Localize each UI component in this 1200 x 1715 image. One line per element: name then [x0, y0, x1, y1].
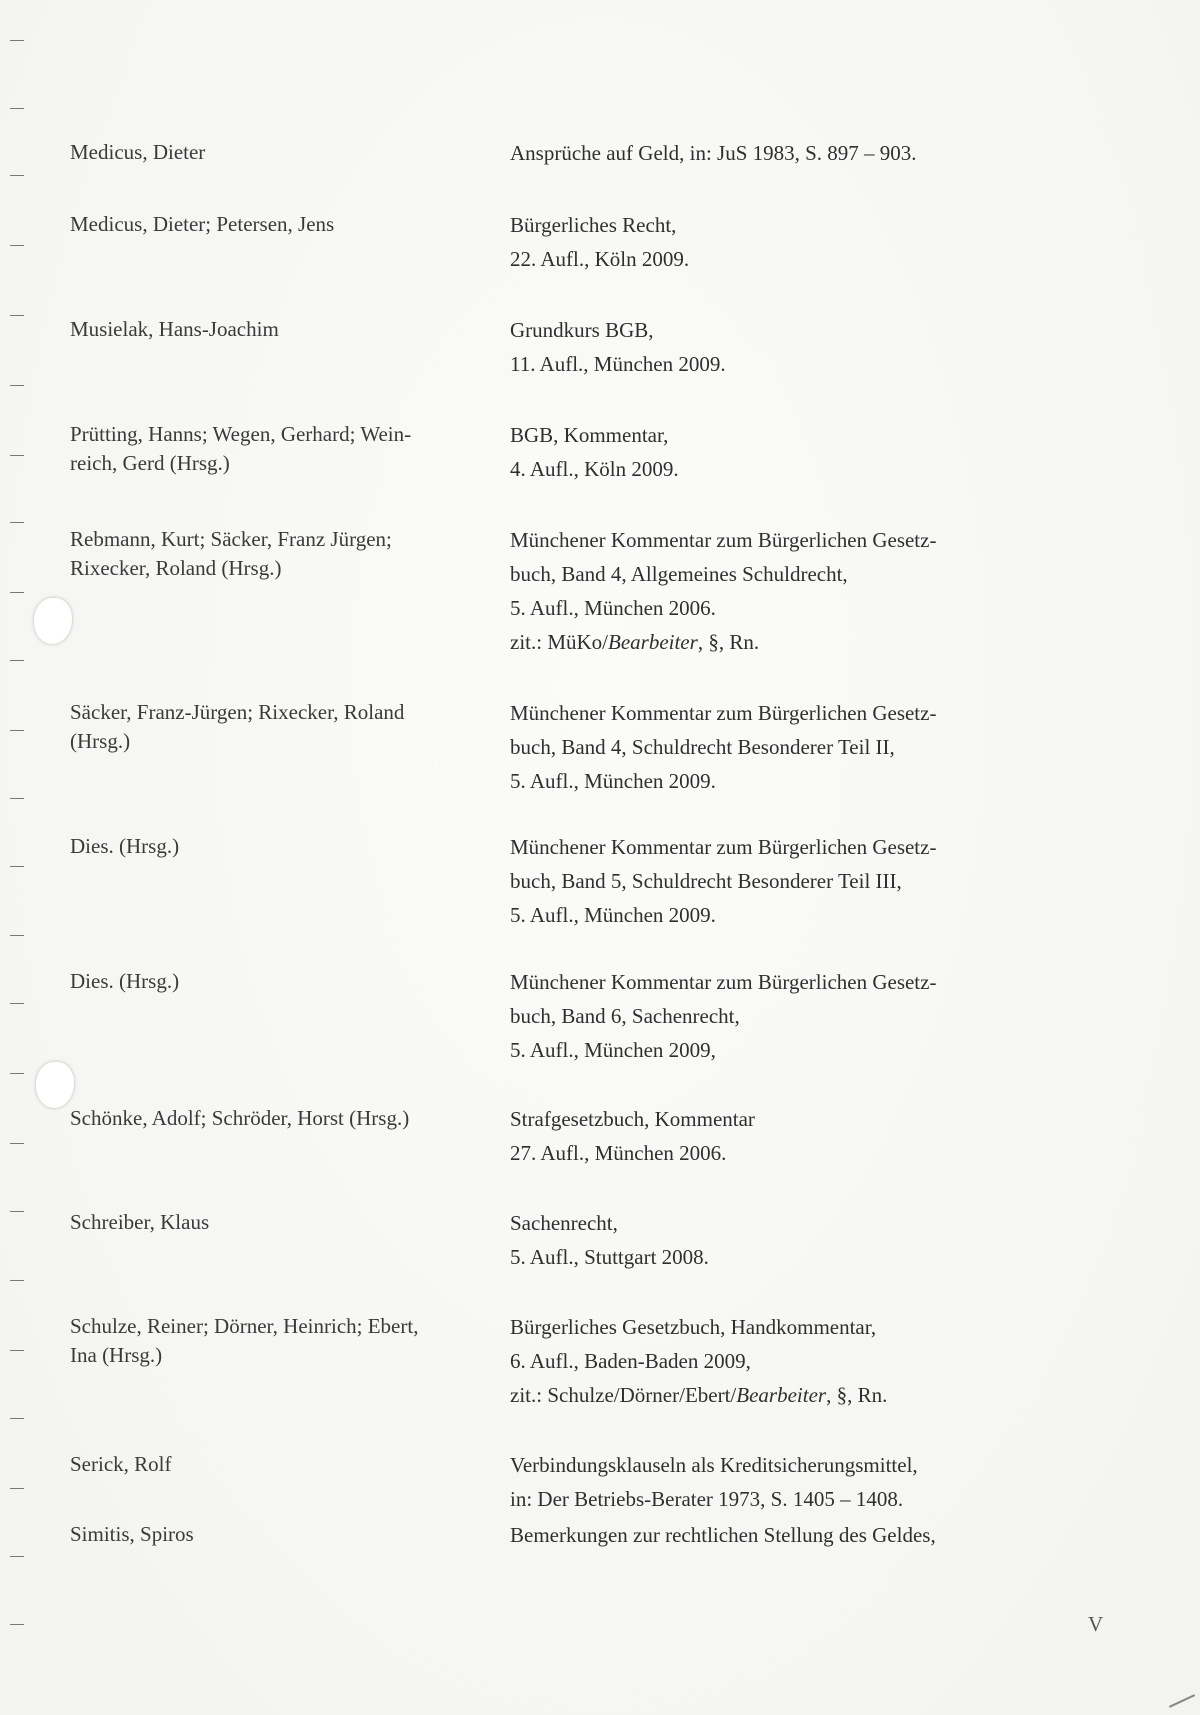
- page-number: V: [1088, 1612, 1104, 1636]
- author-line: Medicus, Dieter: [70, 140, 206, 164]
- entry-title: [510, 313, 1070, 381]
- title-line: 27. Aufl., München 2006.: [510, 1141, 727, 1165]
- title-line: Verbindungsklauseln als Kreditsicherungsmittel,: [510, 1453, 918, 1477]
- entry-author: [70, 1312, 490, 1370]
- entry-title: [510, 1518, 1070, 1552]
- entry-title: [510, 1448, 1070, 1516]
- title-line: buch, Band 6, Sachenrecht,: [510, 1004, 740, 1028]
- entry-title: [510, 523, 1070, 659]
- title-line: in: Der Betriebs-Berater 1973, S. 1405 – 1408.: [510, 1487, 904, 1511]
- title-line: buch, Band 4, Allgemeines Schuldrecht,: [510, 562, 848, 586]
- entry-title: [510, 965, 1070, 1067]
- entry-title: [510, 136, 1070, 170]
- entry-title: [510, 1102, 1070, 1170]
- author-line: Schönke, Adolf; Schröder, Horst (Hrsg.): [70, 1106, 410, 1130]
- title-line: Münchener Kommentar zum Bürgerlichen Gesetz-: [510, 835, 937, 859]
- citation-prefix: zit.: Schulze/Dörner/Ebert/: [510, 1383, 737, 1407]
- entry-author: [70, 210, 490, 239]
- entry-author: [70, 315, 490, 344]
- entry-author: [70, 1208, 490, 1237]
- entry-author: [70, 138, 490, 167]
- author-line: Simitis, Spiros: [70, 1522, 194, 1546]
- author-line: Ina (Hrsg.): [70, 1343, 163, 1367]
- title-line: 5. Aufl., Stuttgart 2008.: [510, 1245, 709, 1269]
- title-line: Münchener Kommentar zum Bürgerlichen Gesetz-: [510, 970, 937, 994]
- title-line: Ansprüche auf Geld, in: JuS 1983, S. 897 – 903.: [510, 141, 917, 165]
- title-line: Strafgesetzbuch, Kommentar: [510, 1107, 755, 1131]
- author-line: Schulze, Reiner; Dörner, Heinrich; Ebert,: [70, 1314, 419, 1338]
- title-line: 5. Aufl., München 2009.: [510, 903, 716, 927]
- entry-title: [510, 1206, 1070, 1274]
- entry-author: [70, 525, 490, 583]
- title-line: Bürgerliches Recht,: [510, 213, 677, 237]
- author-line: Serick, Rolf: [70, 1452, 172, 1476]
- citation-italic: Bearbeiter: [608, 630, 698, 654]
- author-line: Dies. (Hrsg.): [70, 969, 180, 993]
- citation-italic: Bearbeiter: [736, 1383, 827, 1407]
- entry-title: [510, 1310, 1070, 1412]
- citation-suffix: , §, Rn.: [697, 630, 760, 654]
- author-line: Prütting, Hanns; Wegen, Gerhard; Wein-: [70, 422, 412, 446]
- author-line: reich, Gerd (Hrsg.): [70, 451, 230, 475]
- author-line: Rebmann, Kurt; Säcker, Franz Jürgen;: [70, 527, 392, 551]
- entry-author: [70, 1450, 490, 1479]
- entry-title: [510, 208, 1070, 276]
- title-line: 5. Aufl., München 2009.: [510, 769, 716, 793]
- title-line: 4. Aufl., Köln 2009.: [510, 457, 679, 481]
- entry-author: [70, 967, 490, 996]
- entry-author: [70, 420, 490, 478]
- punch-hole-lower: [36, 1062, 74, 1108]
- citation-suffix: , §, Rn.: [826, 1383, 888, 1407]
- citation-line: [510, 1378, 1070, 1412]
- entry-author: [70, 832, 490, 861]
- citation-prefix: zit.: MüKo/: [510, 630, 608, 654]
- title-line: Münchener Kommentar zum Bürgerlichen Gesetz-: [510, 528, 937, 552]
- title-line: BGB, Kommentar,: [510, 423, 669, 447]
- entry-title: [510, 830, 1070, 932]
- entry-author: [70, 1520, 490, 1549]
- entry-author: [70, 698, 490, 756]
- title-line: Bemerkungen zur rechtlichen Stellung des Geldes,: [510, 1523, 936, 1547]
- punch-hole-upper: [34, 598, 72, 644]
- author-line: Musielak, Hans-Joachim: [70, 317, 279, 341]
- title-line: buch, Band 5, Schuldrecht Besonderer Teil III,: [510, 869, 902, 893]
- title-line: 22. Aufl., Köln 2009.: [510, 247, 690, 271]
- entry-author: [70, 1104, 490, 1133]
- author-line: Rixecker, Roland (Hrsg.): [70, 556, 282, 580]
- author-line: (Hrsg.): [70, 729, 131, 753]
- citation-line: [510, 625, 1070, 659]
- title-line: Münchener Kommentar zum Bürgerlichen Gesetz-: [510, 701, 937, 725]
- author-line: Säcker, Franz-Jürgen; Rixecker, Roland: [70, 700, 405, 724]
- author-line: Schreiber, Klaus: [70, 1210, 210, 1234]
- margin-tick-marks: [10, 0, 30, 1715]
- author-line: Medicus, Dieter; Petersen, Jens: [70, 212, 335, 236]
- title-line: Sachenrecht,: [510, 1211, 618, 1235]
- title-line: 5. Aufl., München 2006.: [510, 596, 716, 620]
- title-line: 11. Aufl., München 2009.: [510, 352, 726, 376]
- title-line: buch, Band 4, Schuldrecht Besonderer Teil II,: [510, 735, 895, 759]
- entry-title: [510, 696, 1070, 798]
- entry-title: [510, 418, 1070, 486]
- corner-scan-mark: [1169, 1694, 1195, 1708]
- author-line: Dies. (Hrsg.): [70, 834, 180, 858]
- title-line: 5. Aufl., München 2009,: [510, 1038, 716, 1062]
- title-line: 6. Aufl., Baden-Baden 2009,: [510, 1349, 751, 1373]
- title-line: Bürgerliches Gesetzbuch, Handkommentar,: [510, 1315, 877, 1339]
- title-line: Grundkurs BGB,: [510, 318, 654, 342]
